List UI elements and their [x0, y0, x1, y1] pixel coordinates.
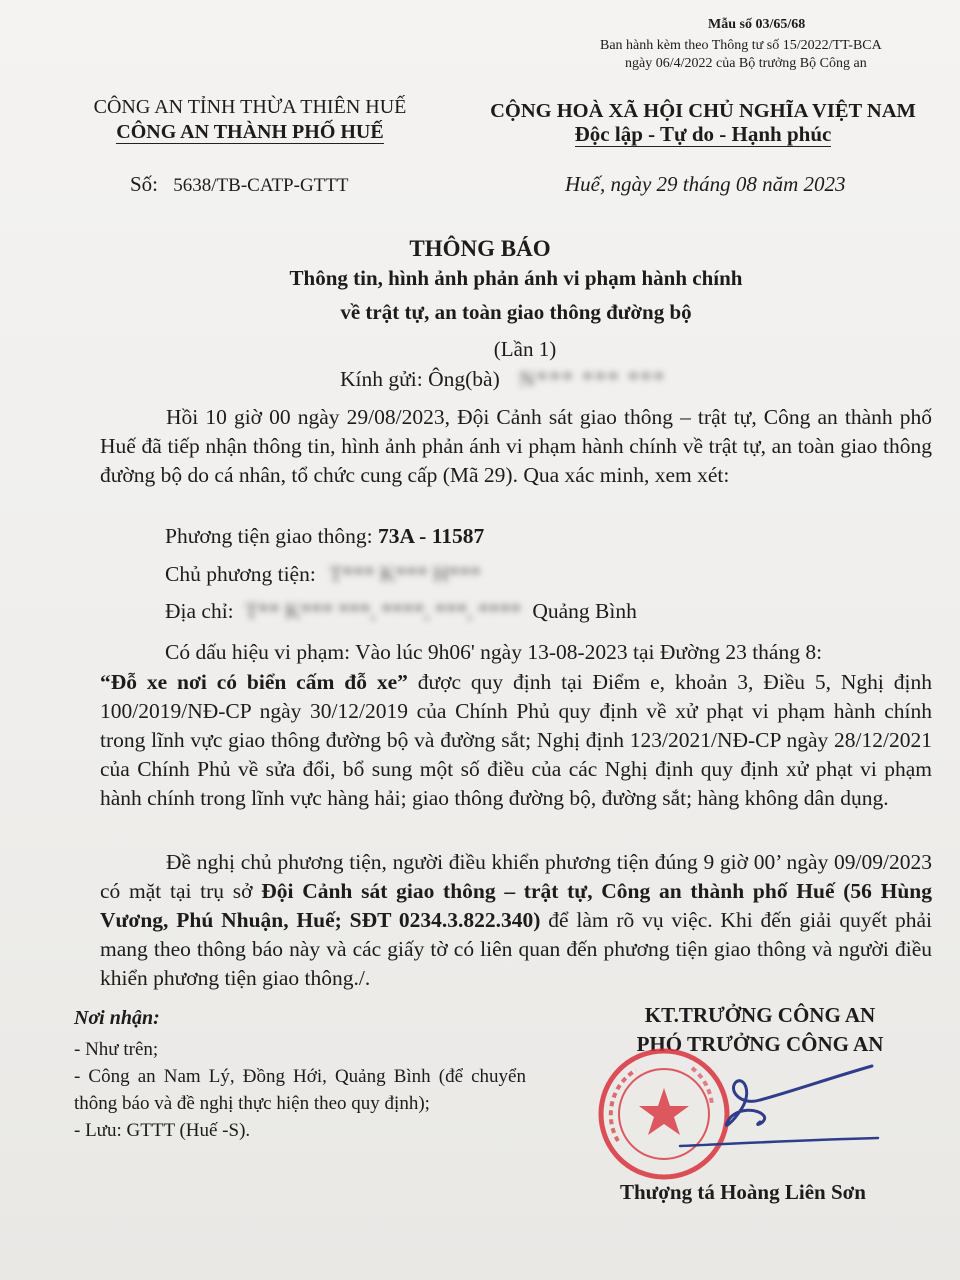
- address-province: Quảng Bình: [532, 599, 637, 623]
- intro-paragraph: Hồi 10 giờ 00 ngày 29/08/2023, Đội Cảnh sát giao thông – trật tự, Công an thành phố Huế đã tiếp nhận thông tin, hình ảnh phản ánh vi phạm hành chính về trật tự, an toàn giao thông đường bộ do cá nhân, tổ chức cung cấp (Mã 29). Qua xác minh, xem xét:: [100, 405, 932, 487]
- org-name: CÔNG AN THÀNH PHỐ HUẾ: [116, 121, 384, 143]
- doc-number: [130, 172, 348, 197]
- org-block: [58, 122, 442, 144]
- doc-number-label: Số:: [130, 172, 159, 196]
- form-issued-line-1: Ban hành kèm theo Thông tư số 15/2022/TT-BCA: [600, 38, 882, 53]
- signer-name: Thượng tá Hoàng Liên Sơn: [620, 1180, 866, 1204]
- address-label: Địa chỉ:: [165, 599, 234, 623]
- recipient-item: - Công an Nam Lý, Đồng Hới, Quảng Bình (để chuyển thông báo và đề nghị thực hiện theo quy định);: [74, 1066, 526, 1114]
- vehicle-plate: 73A - 11587: [377, 524, 485, 548]
- vehicle-line: [165, 524, 484, 549]
- recipients-list: [74, 1036, 526, 1144]
- signature-title-1: KT.TRƯỞNG CÔNG AN: [644, 1003, 876, 1027]
- address-line: [165, 599, 637, 624]
- vehicle-label: Phương tiện giao thông:: [165, 524, 373, 548]
- signature-title-2: PHÓ TRƯỞNG CÔNG AN: [636, 1032, 884, 1056]
- violation-text: được quy định tại Điểm e, khoản 3, Điều 5, Nghị định 100/2019/NĐ-CP ngày 30/12/2019 của Chính Phủ quy định về xử phạt vi phạm hành chính trong lĩnh vực giao thông đường bộ và đường sắt; Nghị định 123/2021/NĐ-CP ngày 28/12/2021 của Chính Phủ về sửa đổi, bổ sung một số điều của các Nghị định quy định xử phạt vi phạm hành chính trong lĩnh vực hàng hải; giao thông đường bộ, đường sắt; hàng không dân dụng.: [100, 670, 932, 810]
- violation-intro: Có dấu hiệu vi phạm: Vào lúc 9h06' ngày 13-08-2023 tại Đường 23 tháng 8:: [165, 640, 823, 664]
- request-paragraph: [100, 848, 932, 993]
- doc-round: (Lần 1): [493, 337, 557, 361]
- addressee: [340, 367, 666, 392]
- org-parent: CÔNG AN TỈNH THỪA THIÊN HUẾ: [93, 96, 407, 118]
- place-date: Huế, ngày 29 tháng 08 năm 2023: [565, 172, 846, 196]
- addressee-label: Kính gửi: Ông(bà): [340, 367, 500, 391]
- recipient-item: - Như trên;: [74, 1039, 159, 1060]
- doc-number-value: 5638/TB-CATP-GTTT: [173, 175, 349, 196]
- recipients-title: Nơi nhận:: [74, 1007, 160, 1029]
- form-number: Mẫu số 03/65/68: [708, 17, 806, 32]
- country-name: CỘNG HOÀ XÃ HỘI CHỦ NGHĨA VIỆT NAM: [490, 100, 916, 122]
- handwritten-signature: [640, 1048, 880, 1158]
- owner-label: Chủ phương tiện:: [165, 562, 316, 586]
- form-issued-line-2: ngày 06/4/2022 của Bộ trưởng Bộ Công an: [625, 56, 867, 71]
- address-redacted: T** K*** ***, ****, ***, ****: [245, 599, 521, 623]
- addressee-name-redacted: N*** *** ***: [519, 367, 667, 391]
- doc-title: THÔNG BÁO: [409, 236, 551, 261]
- request-text-a: Đề nghị chủ phương tiện, người điều khiển phương tiện đúng 9 giờ 00’ ngày 09/09/2023 có mặt tại trụ sở: [100, 850, 932, 903]
- owner-redacted: T*** K*** H***: [329, 562, 481, 586]
- violation-paragraph: [100, 668, 932, 813]
- motto: Độc lập - Tự do - Hạnh phúc: [574, 122, 832, 146]
- request-text-b: để làm rõ vụ việc. Khi đến giải quyết phải mang theo thông báo này và các giấy tờ có liên quan đến phương tiện giao thông và người điều khiển phương tiện giao thông./.: [100, 908, 932, 990]
- doc-subtitle-1: Thông tin, hình ảnh phản ánh vi phạm hành chính: [289, 266, 743, 290]
- owner-line: [165, 562, 481, 587]
- recipient-item: - Lưu: GTTT (Huế -S).: [74, 1120, 251, 1141]
- doc-subtitle-2: về trật tự, an toàn giao thông đường bộ: [340, 300, 692, 324]
- motto-block: [458, 124, 948, 147]
- violation-name: “Đỗ xe nơi có biển cấm đỗ xe”: [100, 670, 408, 694]
- request-office: Đội Cảnh sát giao thông – trật tự, Công an thành phố Huế (56 Hùng Vương, Phú Nhuận, Huế; SĐT 0234.3.822.340): [100, 879, 932, 932]
